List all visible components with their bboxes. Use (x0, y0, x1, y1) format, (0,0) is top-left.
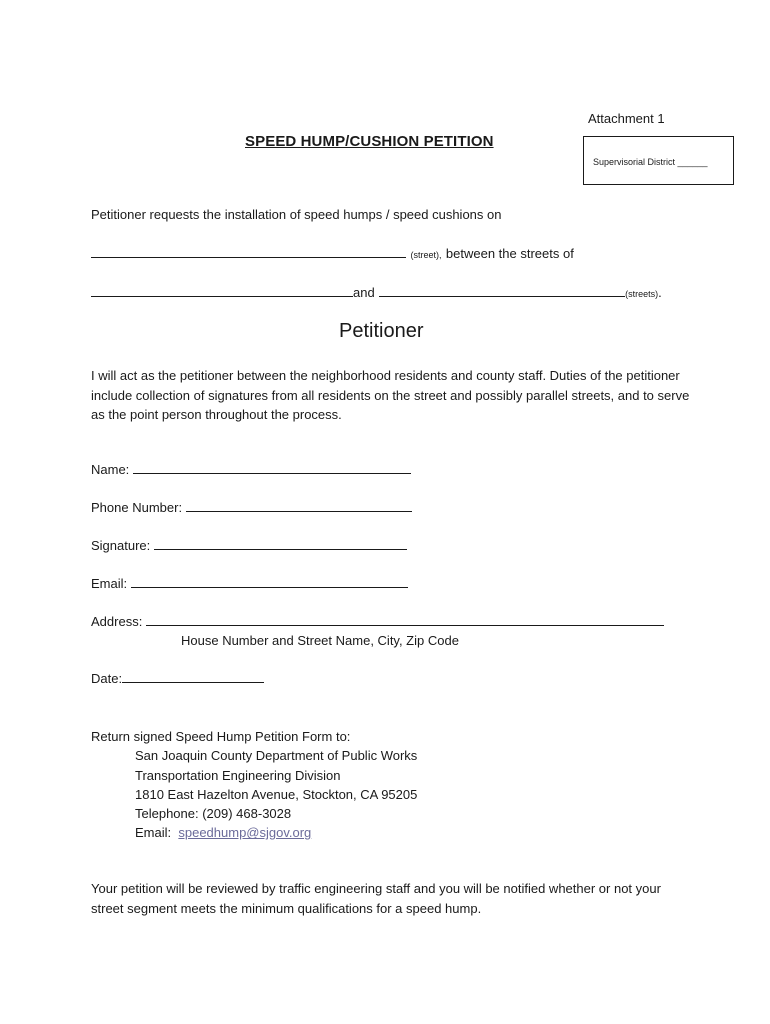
street-line (91, 245, 574, 263)
street-a-blank[interactable] (91, 295, 353, 297)
supervisorial-district-box (583, 136, 734, 185)
signature-input[interactable] (154, 548, 407, 550)
signature-field (91, 538, 407, 553)
name-input[interactable] (133, 472, 411, 474)
phone-input[interactable] (186, 510, 412, 512)
return-address: 1810 East Hazelton Avenue, Stockton, CA 95205 (135, 786, 418, 802)
return-email-row (91, 823, 417, 842)
address-field (91, 614, 664, 629)
phone-field (91, 500, 412, 515)
email-input[interactable] (131, 586, 408, 588)
return-email-label: Email: (135, 825, 172, 841)
return-division: Transportation Engineering Division (135, 767, 341, 783)
date-input[interactable] (122, 681, 264, 683)
return-telephone: Telephone: (209) 468-3028 (135, 806, 292, 822)
name-label: Name: (91, 462, 130, 477)
street-blank[interactable] (91, 256, 406, 258)
attachment-label: Attachment 1 (588, 111, 665, 126)
review-note: Your petition will be reviewed by traffic engineering staff and you will be notified whether or not your street segment meets the minimum qualifications for a speed hump. (91, 881, 661, 916)
return-email-link[interactable]: speedhump@sjgov.org (178, 825, 312, 841)
date-field (91, 671, 264, 686)
name-field (91, 462, 411, 477)
email-label: Email: (91, 576, 128, 591)
return-info (91, 727, 417, 843)
phone-label: Phone Number: (91, 500, 183, 515)
address-hint: House Number and Street Name, City, Zip Code (181, 633, 459, 648)
address-label: Address: (91, 614, 143, 629)
streets-hint: (streets) (625, 289, 659, 299)
return-intro: Return signed Speed Hump Petition Form to: (91, 729, 351, 744)
and-text: and (353, 285, 375, 300)
supervisorial-district-label: Supervisorial District ______ (593, 157, 708, 167)
petitioner-description: I will act as the petitioner between the neighborhood residents and county staff. Duties of the petitioner include collection of signatures from all residents on the street and possibly parallel streets, and to serve as the point person throughout the process. (91, 368, 690, 422)
streets-line (91, 284, 662, 302)
streets-period: . (658, 285, 662, 300)
request-intro: Petitioner requests the installation of speed humps / speed cushions on (91, 207, 502, 222)
petitioner-heading: Petitioner (339, 320, 424, 342)
return-dept: San Joaquin County Department of Public Works (135, 748, 418, 764)
signature-label: Signature: (91, 538, 151, 553)
between-text: between the streets of (445, 246, 574, 261)
address-input[interactable] (146, 624, 664, 626)
street-b-blank[interactable] (379, 295, 625, 297)
page-title: SPEED HUMP/CUSHION PETITION (245, 133, 494, 150)
street-hint: (street), (410, 250, 442, 260)
date-label: Date: (91, 671, 123, 686)
email-field (91, 576, 408, 591)
